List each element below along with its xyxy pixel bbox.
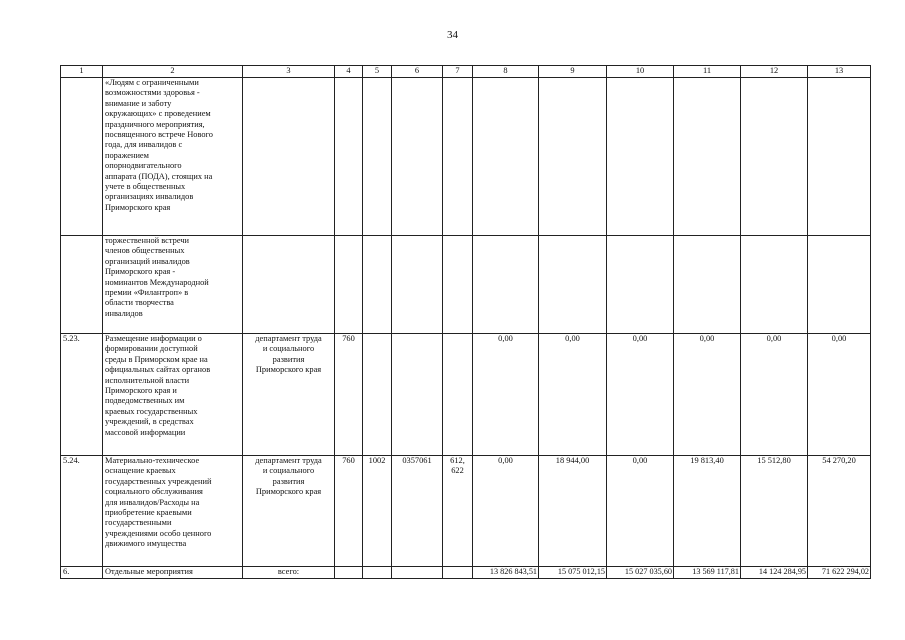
code-cell bbox=[363, 334, 392, 456]
amount-cell: 0,00 bbox=[607, 334, 674, 456]
code-cell: 760 bbox=[335, 456, 363, 567]
amount-cell bbox=[741, 236, 808, 334]
amount-cell: 0,00 bbox=[473, 456, 539, 567]
description-cell: Отдельные мероприятия bbox=[103, 567, 243, 579]
total-label-cell: всего: bbox=[243, 567, 335, 579]
amount-cell bbox=[674, 78, 741, 236]
code-cell bbox=[443, 567, 473, 579]
row-number-cell bbox=[61, 236, 103, 334]
amount-cell bbox=[473, 236, 539, 334]
column-header: 8 bbox=[473, 66, 539, 78]
column-header: 3 bbox=[243, 66, 335, 78]
amount-cell: 0,00 bbox=[674, 334, 741, 456]
amount-cell: 54 270,20 bbox=[808, 456, 871, 567]
code-cell bbox=[335, 567, 363, 579]
amount-cell: 0,00 bbox=[473, 334, 539, 456]
column-header: 11 bbox=[674, 66, 741, 78]
total-amount-cell: 15 027 035,60 bbox=[607, 567, 674, 579]
amount-cell bbox=[539, 236, 607, 334]
column-number-row bbox=[61, 66, 871, 78]
amount-cell: 15 512,80 bbox=[741, 456, 808, 567]
column-header: 9 bbox=[539, 66, 607, 78]
row-number-cell: 5.23. bbox=[61, 334, 103, 456]
code-cell bbox=[443, 236, 473, 334]
amount-cell bbox=[473, 78, 539, 236]
description-cell: торжественной встречи членов общественных организаций инвалидов Приморского края - номинантов Международной премии «Филантроп» в области творчества инвалидов bbox=[103, 236, 243, 334]
total-amount-cell: 14 124 284,95 bbox=[741, 567, 808, 579]
budget-table bbox=[60, 65, 871, 579]
column-header: 5 bbox=[363, 66, 392, 78]
amount-cell bbox=[607, 78, 674, 236]
code-cell bbox=[392, 78, 443, 236]
row-number-cell: 5.24. bbox=[61, 456, 103, 567]
table-row bbox=[61, 78, 871, 236]
total-amount-cell: 71 622 294,02 bbox=[808, 567, 871, 579]
amount-cell bbox=[539, 78, 607, 236]
code-cell: 0357061 bbox=[392, 456, 443, 567]
amount-cell bbox=[808, 78, 871, 236]
code-cell bbox=[363, 236, 392, 334]
row-number-cell bbox=[61, 78, 103, 236]
amount-cell: 0,00 bbox=[607, 456, 674, 567]
column-header: 1 bbox=[61, 66, 103, 78]
table-row bbox=[61, 456, 871, 567]
amount-cell: 0,00 bbox=[741, 334, 808, 456]
code-cell bbox=[443, 78, 473, 236]
executor-cell: департамент труда и социального развития Приморского края bbox=[243, 334, 335, 456]
code-cell bbox=[363, 567, 392, 579]
total-amount-cell: 15 075 012,15 bbox=[539, 567, 607, 579]
table-row bbox=[61, 236, 871, 334]
code-cell bbox=[392, 236, 443, 334]
column-header: 7 bbox=[443, 66, 473, 78]
executor-cell bbox=[243, 236, 335, 334]
amount-cell: 18 944,00 bbox=[539, 456, 607, 567]
page-number: 34 bbox=[447, 29, 458, 41]
column-header: 10 bbox=[607, 66, 674, 78]
column-header: 4 bbox=[335, 66, 363, 78]
amount-cell bbox=[674, 236, 741, 334]
row-number-cell: 6. bbox=[61, 567, 103, 579]
total-amount-cell: 13 569 117,81 bbox=[674, 567, 741, 579]
code-cell bbox=[392, 567, 443, 579]
code-cell: 1002 bbox=[363, 456, 392, 567]
code-cell bbox=[392, 334, 443, 456]
amount-cell: 0,00 bbox=[539, 334, 607, 456]
description-cell: Материально-техническое оснащение краевых государственных учреждений социального обслуживания для инвалидов/Расходы на приобретение краевыми государственными учреждениями особо ценного движимого имущества bbox=[103, 456, 243, 567]
code-cell bbox=[335, 78, 363, 236]
total-amount-cell: 13 826 843,51 bbox=[473, 567, 539, 579]
column-header: 13 bbox=[808, 66, 871, 78]
code-cell: 612, 622 bbox=[443, 456, 473, 567]
column-header: 2 bbox=[103, 66, 243, 78]
amount-cell bbox=[741, 78, 808, 236]
amount-cell: 19 813,40 bbox=[674, 456, 741, 567]
description-cell: «Людям с ограниченными возможностями здоровья - внимание и заботу окружающих» с проведением праздничного мероприятия, посвященного встрече Нового года, для инвалидов с поражением опорнодвигательного аппарата (ПОДА), стоящих на учете в общественных организациях инвалидов Приморского края bbox=[103, 78, 243, 236]
executor-cell: департамент труда и социального развития Приморского края bbox=[243, 456, 335, 567]
amount-cell bbox=[607, 236, 674, 334]
table-row bbox=[61, 334, 871, 456]
executor-cell bbox=[243, 78, 335, 236]
column-header: 6 bbox=[392, 66, 443, 78]
column-header: 12 bbox=[741, 66, 808, 78]
amount-cell bbox=[808, 236, 871, 334]
code-cell bbox=[363, 78, 392, 236]
description-cell: Размещение информации о формировании доступной среды в Приморском крае на официальных сайтах органов исполнительной власти Приморского края и подведомственных им краевых государственных учреждений, в средствах массовой информации bbox=[103, 334, 243, 456]
total-row bbox=[61, 567, 871, 579]
code-cell bbox=[335, 236, 363, 334]
code-cell: 760 bbox=[335, 334, 363, 456]
amount-cell: 0,00 bbox=[808, 334, 871, 456]
code-cell bbox=[443, 334, 473, 456]
